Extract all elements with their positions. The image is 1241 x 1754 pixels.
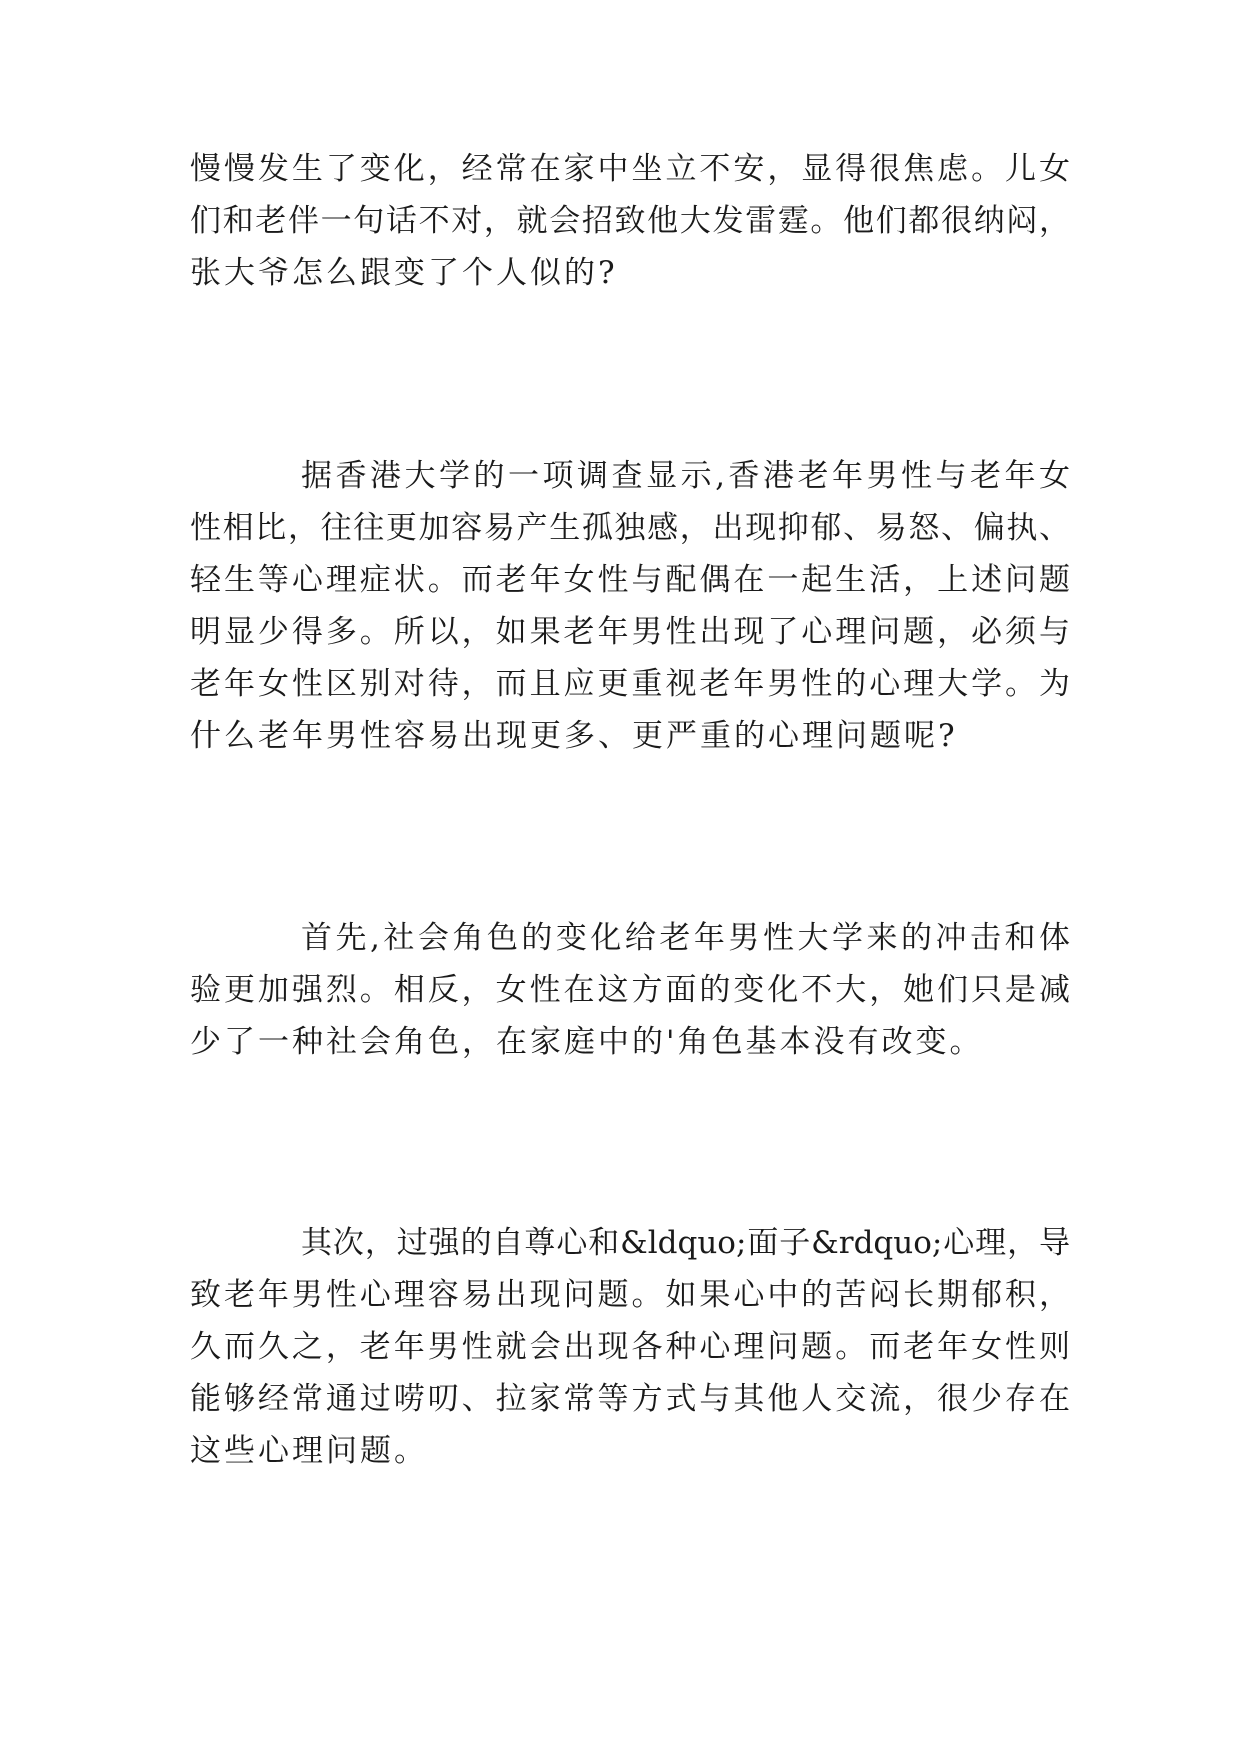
text-line: 其次，过强的自尊心和&ldquo;面子&rdquo;心理，导 bbox=[301, 1225, 1070, 1261]
text-line: 们和老伴一句话不对，就会招致他大发雷霆。他们都很纳闷， bbox=[190, 203, 1070, 239]
text-line: 久而久之，老年男性就会出现各种心理问题。而老年女性则 bbox=[190, 1329, 1070, 1365]
text-line: 能够经常通过唠叨、拉家常等方式与其他人交流，很少存在 bbox=[190, 1381, 1070, 1417]
text-line: 少了一种社会角色，在家庭中的'角色基本没有改变。 bbox=[190, 1024, 984, 1060]
text-line: 老年女性区别对待，而且应更重视老年男性的心理大学。为 bbox=[190, 666, 1070, 702]
text-line: 明显少得多。所以，如果老年男性出现了心理问题，必须与 bbox=[190, 614, 1070, 650]
text-line: 致老年男性心理容易出现问题。如果心中的苦闷长期郁积， bbox=[190, 1277, 1070, 1313]
text-line: 什么老年男性容易出现更多、更严重的心理问题呢? bbox=[190, 718, 958, 754]
text-line: 首先,社会角色的变化给老年男性大学来的冲击和体 bbox=[301, 920, 1070, 956]
text-line: 据香港大学的一项调查显示,香港老年男性与老年女 bbox=[301, 458, 1070, 494]
text-line: 张大爷怎么跟变了个人似的? bbox=[190, 255, 618, 291]
text-line: 性相比，往往更加容易产生孤独感，出现抑郁、易怒、偏执、 bbox=[190, 510, 1070, 546]
text-line: 慢慢发生了变化，经常在家中坐立不安，显得很焦虑。儿女 bbox=[190, 151, 1070, 187]
text-line: 轻生等心理症状。而老年女性与配偶在一起生活，上述问题 bbox=[190, 562, 1070, 598]
text-line: 这些心理问题。 bbox=[190, 1433, 428, 1469]
text-line: 验更加强烈。相反，女性在这方面的变化不大，她们只是减 bbox=[190, 972, 1070, 1008]
